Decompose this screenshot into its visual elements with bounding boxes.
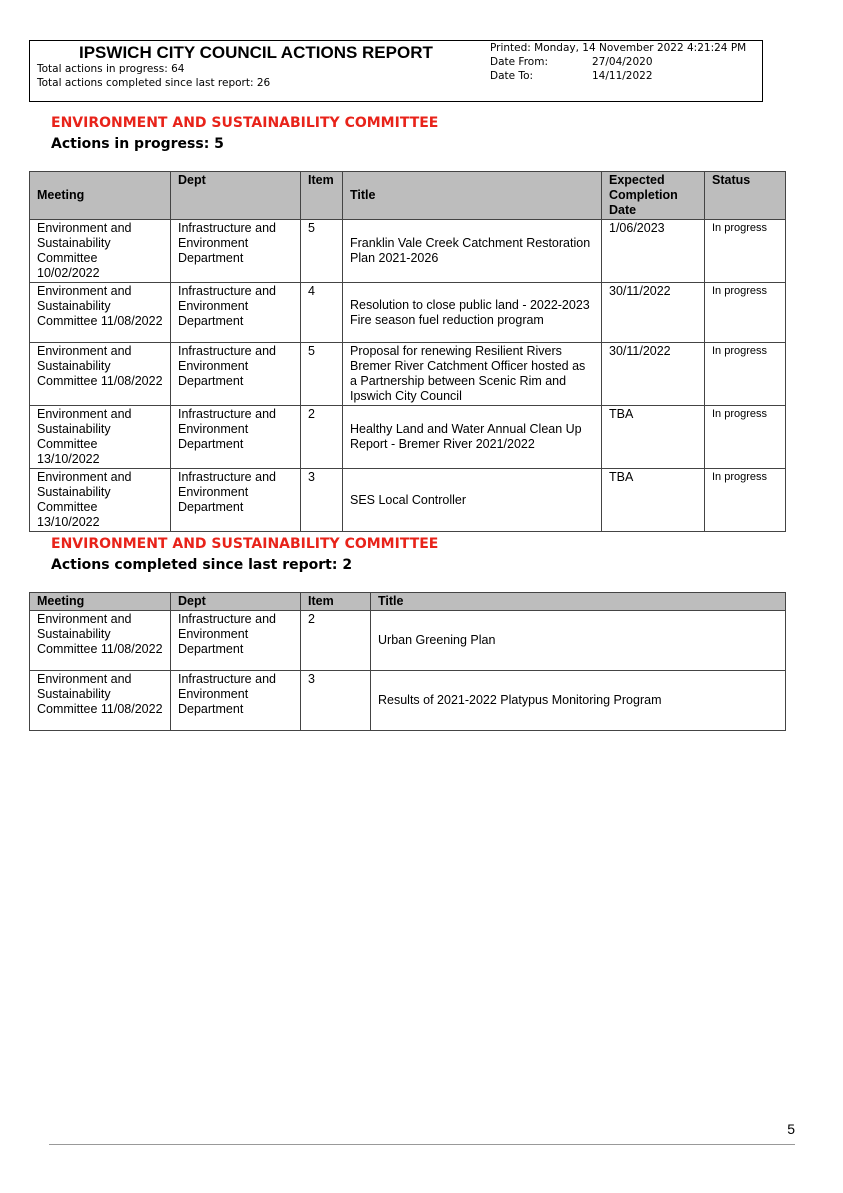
cell-item: 2 (301, 406, 343, 469)
table-row (30, 611, 786, 671)
cell-dept: Infrastructure and Environment Department (171, 220, 301, 283)
report-header (29, 40, 763, 102)
cell-dept: Infrastructure and Environment Department (171, 283, 301, 343)
cell-status: In progress (705, 343, 786, 406)
cell-status: In progress (705, 283, 786, 343)
printed-timestamp: Printed: Monday, 14 November 2022 4:21:24 PM (490, 42, 747, 54)
col-status: Status (705, 172, 786, 220)
date-from-label: Date From: (490, 56, 548, 68)
col-meeting: Meeting (30, 172, 171, 220)
completed-table (29, 592, 786, 731)
date-to-label: Date To: (490, 70, 534, 82)
date-to-value: 14/11/2022 (592, 70, 653, 82)
cell-dept: Infrastructure and Environment Department (171, 406, 301, 469)
cell-item: 3 (301, 469, 343, 532)
cell-status: In progress (705, 406, 786, 469)
col-item: Item (301, 593, 371, 611)
total-in-progress: Total actions in progress: 64 (37, 63, 185, 75)
cell-item: 5 (301, 220, 343, 283)
cell-title: Proposal for renewing Resilient Rivers Bremer River Catchment Officer hosted as a Partnership between Scenic Rim and Ipswich City Council (343, 343, 602, 406)
cell-date: 30/11/2022 (602, 283, 705, 343)
section1-committee-title: ENVIRONMENT AND SUSTAINABILITY COMMITTEE (51, 115, 439, 131)
cell-title: Franklin Vale Creek Catchment Restoration Plan 2021-2026 (343, 220, 602, 283)
section2-committee-title: ENVIRONMENT AND SUSTAINABILITY COMMITTEE (51, 536, 439, 552)
col-item: Item (301, 172, 343, 220)
cell-title: Healthy Land and Water Annual Clean Up Report - Bremer River 2021/2022 (343, 406, 602, 469)
cell-item: 3 (301, 671, 371, 731)
cell-status: In progress (705, 469, 786, 532)
col-expected-date: Expected Completion Date (602, 172, 705, 220)
cell-meeting: Environment and Sustainability Committee 11/08/2022 (30, 671, 171, 731)
cell-title: Resolution to close public land - 2022-2023 Fire season fuel reduction program (343, 283, 602, 343)
footer-divider (49, 1144, 795, 1145)
total-completed: Total actions completed since last report: 26 (37, 77, 271, 89)
in-progress-table (29, 171, 786, 532)
table-row (30, 283, 786, 343)
section1-subtitle: Actions in progress: 5 (51, 136, 224, 152)
cell-meeting: Environment and Sustainability Committee 11/08/2022 (30, 283, 171, 343)
cell-meeting: Environment and Sustainability Committee 11/08/2022 (30, 343, 171, 406)
cell-meeting: Environment and Sustainability Committee 13/10/2022 (30, 469, 171, 532)
col-dept: Dept (171, 172, 301, 220)
table-row (30, 343, 786, 406)
cell-date: TBA (602, 406, 705, 469)
cell-date: 30/11/2022 (602, 343, 705, 406)
cell-item: 5 (301, 343, 343, 406)
table-row (30, 469, 786, 532)
col-title: Title (371, 593, 786, 611)
cell-status: In progress (705, 220, 786, 283)
cell-item: 2 (301, 611, 371, 671)
cell-date: 1/06/2023 (602, 220, 705, 283)
cell-meeting: Environment and Sustainability Committee 10/02/2022 (30, 220, 171, 283)
col-title: Title (343, 172, 602, 220)
cell-dept: Infrastructure and Environment Department (171, 671, 301, 731)
report-title: IPSWICH CITY COUNCIL ACTIONS REPORT (79, 43, 433, 62)
date-from-value: 27/04/2020 (592, 56, 653, 68)
cell-dept: Infrastructure and Environment Department (171, 469, 301, 532)
cell-item: 4 (301, 283, 343, 343)
cell-dept: Infrastructure and Environment Department (171, 611, 301, 671)
section2-subtitle: Actions completed since last report: 2 (51, 557, 353, 573)
cell-title: Urban Greening Plan (371, 611, 786, 671)
cell-meeting: Environment and Sustainability Committee 11/08/2022 (30, 611, 171, 671)
cell-dept: Infrastructure and Environment Department (171, 343, 301, 406)
cell-date: TBA (602, 469, 705, 532)
table-row (30, 220, 786, 283)
table-row (30, 671, 786, 731)
col-dept: Dept (171, 593, 301, 611)
cell-title: Results of 2021-2022 Platypus Monitoring Program (371, 671, 786, 731)
col-meeting: Meeting (30, 593, 171, 611)
cell-meeting: Environment and Sustainability Committee 13/10/2022 (30, 406, 171, 469)
cell-title: SES Local Controller (343, 469, 602, 532)
page-number: 5 (787, 1121, 795, 1137)
table-row (30, 406, 786, 469)
